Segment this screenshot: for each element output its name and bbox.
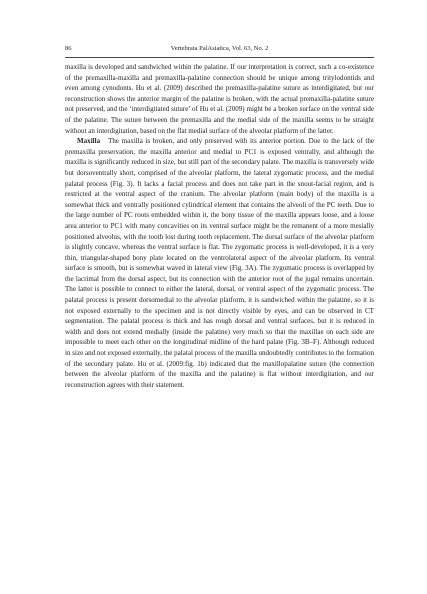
body-text <box>65 62 374 390</box>
section-heading-maxilla: Maxilla <box>77 137 101 146</box>
page-number: 86 <box>65 45 72 52</box>
paragraph-maxilla-text: The maxilla is broken, and only preserved with its anterior portion. Due to the lack of the premaxilla preservation, the maxilla anterior and medial to PC1 is exposed ventrally, and although the maxilla is significantly reduced in size, but still part of the secondary palate. The maxilla is transversely wide but dorsoventrally short, comprised of the alveolar platform, the lateral zygomatic process, and the medial palatal process (Fig. 3). It lacks a facial process and does not take part in the snout-facial region, and is restricted at the ventral aspect of the cranium. The alveolar platform (main body) of the maxilla is a somewhat thick and ventrally positioned cylindrical element that contains the alveoli of the PC teeth. Due to the large number of PC roots embedded within it, the bony tissue of the maxilla appears loose, and a loose area anterior to PC1 with many concavities on its ventral surface might be the remanent of a more mesially positioned alveolus, with the tooth lost during tooth replacement. The dorsal surface of the alveolar platform is slightly concave, whereas the ventral surface is flat. The zygomatic process is well-developed, it is a very thin, triangular-shaped bony plate located on the ventrolateral aspect of the alveolar platform. Its ventral surface is smooth, but is somewhat waved in lateral view (Fig. 3A). The zygomatic process is overlapped by the lacrimal from the dorsal aspect, but its connection with the anterior root of the jugal remains uncertain. The latter is possible to connect to either the lateral, dorsal, or ventral aspect of the zygomatic process. The palatal process is present dorsomedial to the alveolar platform, it is sandwiched within the palatine, so it is not exposed externally to the specimen and is not directly visible by eyes, and can be observed in CT segmentation. The palatal process is thick and has rough dorsal and ventral surfaces, but it is reduced in width and does not extend medially (inside the palatine) very much so that the maxillae on each side are impossible to meet each other on the longitudinal midline of the hard palate (Fig. 3B–F). Although reduced in size and not exposed externally, the palatal process of the maxilla undoubtedly contributes to the formation of the secondary palate. Hu et al. (2009:fig. 1b) indicated that the maxillopalatine suture (the connection between the alveolar platform of the maxilla and the palatine) is flat without interdigitation, and our reconstruction agrees with their statement. <box>65 137 374 389</box>
journal-title: Vertebrata PalAsiatica, Vol. 63, No. 2 <box>170 45 269 52</box>
running-header <box>65 43 374 55</box>
header-rule <box>65 57 374 58</box>
paragraph-premaxilla-continued: maxilla is developed and sandwiched within the palatine. If our interpretation is correct, such a co-existence of the premaxilla-maxilla and premaxilla-palatine connection should be unique among tritylodontids and even among cynodonts. Hu et al. (2009) described the premaxilla-palatine suture as interdigitated, but our reconstruction shows the anterior margin of the palatine is broken, with the actual premaxilla-palatine suture not preserved, and the ‘interdigitated suture’ of Hu et al. (2009) might be a broken surface on the ventral side of the palatine. The suture between the premaxilla and the medial side of the maxilla seems to be straight without an interdigitation, based on the flat medial surface of the alveolar platform of the latter. <box>65 63 374 135</box>
paragraph-maxilla <box>65 136 374 390</box>
